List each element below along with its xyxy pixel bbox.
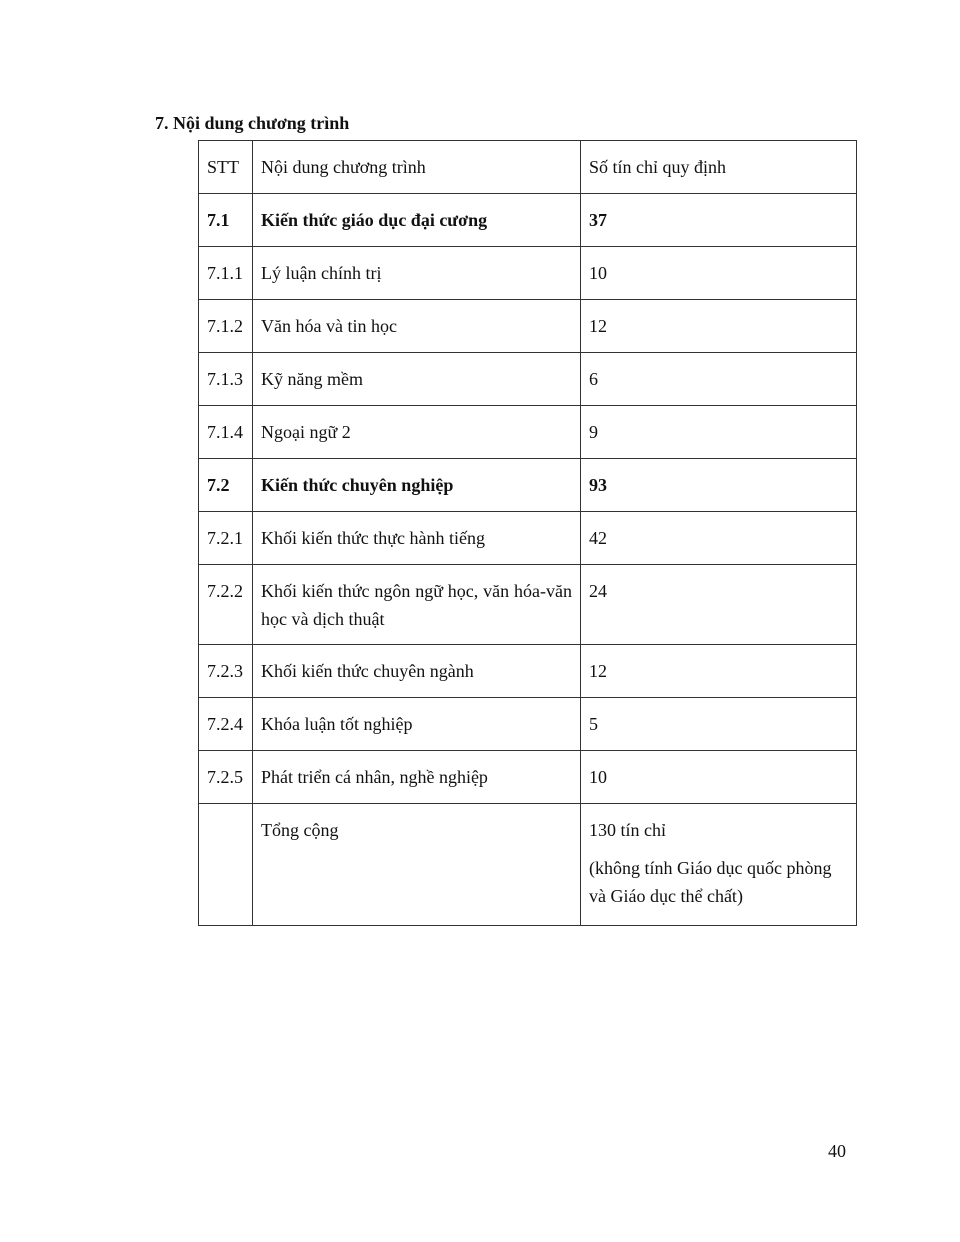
row-stt: 7.1 xyxy=(199,194,253,247)
total-credits-cell xyxy=(581,804,857,926)
row-content: Kiến thức giáo dục đại cương xyxy=(253,194,581,247)
row-credits: 12 xyxy=(581,645,857,698)
row-stt: 7.1.4 xyxy=(199,406,253,459)
table-row xyxy=(199,645,857,698)
table-row xyxy=(199,300,857,353)
row-credits: 10 xyxy=(581,247,857,300)
row-credits: 37 xyxy=(581,194,857,247)
total-label: Tổng cộng xyxy=(253,804,581,926)
table-header-row xyxy=(199,141,857,194)
row-content: Khối kiến thức chuyên ngành xyxy=(253,645,581,698)
header-content: Nội dung chương trình xyxy=(253,141,581,194)
row-content: Khóa luận tốt nghiệp xyxy=(253,698,581,751)
row-credits: 10 xyxy=(581,751,857,804)
row-content: Văn hóa và tin học xyxy=(253,300,581,353)
row-content: Khối kiến thức ngôn ngữ học, văn hóa-văn học và dịch thuật xyxy=(253,565,581,645)
total-stt xyxy=(199,804,253,926)
row-stt: 7.2.1 xyxy=(199,512,253,565)
row-stt: 7.2.2 xyxy=(199,565,253,645)
row-stt: 7.1.1 xyxy=(199,247,253,300)
total-credits: 130 tín chỉ xyxy=(589,820,666,840)
section-heading: 7. Nội dung chương trình xyxy=(155,113,350,133)
table-row xyxy=(199,247,857,300)
table-row xyxy=(199,751,857,804)
total-note: (không tính Giáo dục quốc phòng và Giáo dục thể chất) xyxy=(589,858,832,906)
row-content: Kỹ năng mềm xyxy=(253,353,581,406)
row-credits: 24 xyxy=(581,565,857,645)
table-row xyxy=(199,406,857,459)
row-credits: 93 xyxy=(581,459,857,512)
page-number: 40 xyxy=(828,1141,846,1161)
row-stt: 7.2.3 xyxy=(199,645,253,698)
table-row xyxy=(199,512,857,565)
row-credits: 42 xyxy=(581,512,857,565)
table-row xyxy=(199,565,857,645)
row-stt: 7.2.5 xyxy=(199,751,253,804)
row-content: Phát triển cá nhân, nghề nghiệp xyxy=(253,751,581,804)
table-total-row xyxy=(199,804,857,926)
row-credits: 6 xyxy=(581,353,857,406)
row-stt: 7.1.2 xyxy=(199,300,253,353)
row-content: Khối kiến thức thực hành tiếng xyxy=(253,512,581,565)
header-credits: Số tín chỉ quy định xyxy=(581,141,857,194)
row-credits: 9 xyxy=(581,406,857,459)
table-row xyxy=(199,698,857,751)
table-row xyxy=(199,194,857,247)
row-stt: 7.1.3 xyxy=(199,353,253,406)
row-content: Kiến thức chuyên nghiệp xyxy=(253,459,581,512)
table-row xyxy=(199,353,857,406)
row-content: Lý luận chính trị xyxy=(253,247,581,300)
program-content-table xyxy=(198,140,857,926)
header-stt: STT xyxy=(199,141,253,194)
row-credits: 12 xyxy=(581,300,857,353)
row-credits: 5 xyxy=(581,698,857,751)
table-row xyxy=(199,459,857,512)
row-content: Ngoại ngữ 2 xyxy=(253,406,581,459)
row-stt: 7.2.4 xyxy=(199,698,253,751)
row-stt: 7.2 xyxy=(199,459,253,512)
